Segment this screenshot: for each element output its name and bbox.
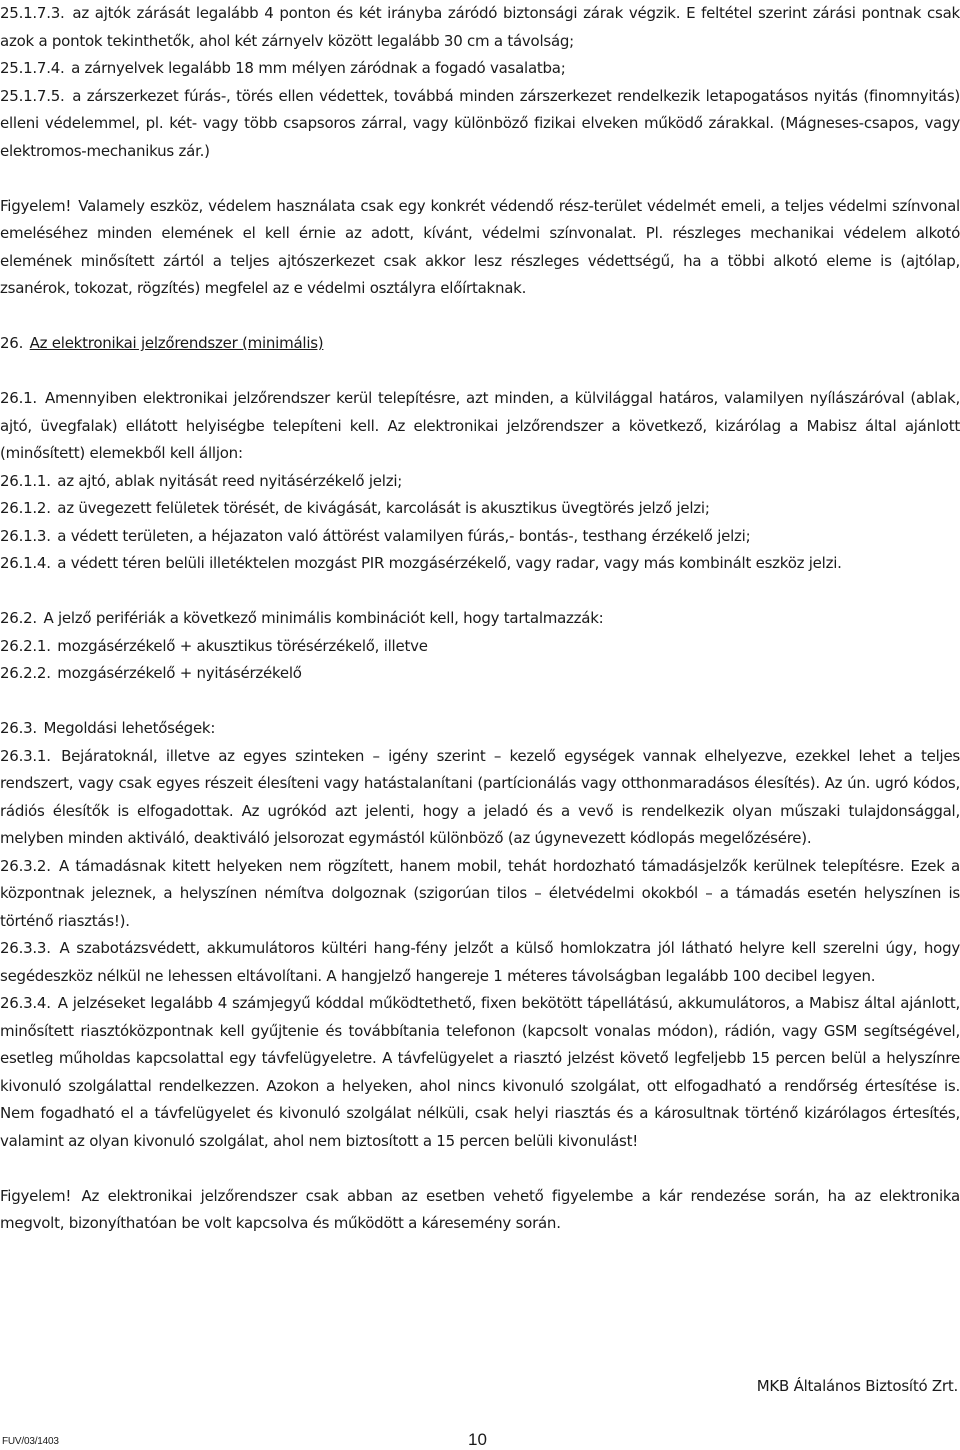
paragraph-number: Figyelem! [0, 1186, 72, 1205]
paragraph-text: Bejáratoknál, illetve az egyes szinteken – igény szerint – kezelő egységek vannak elhelyezve, ezekkel lehet a teljes rendszert, vagy csak egyes részeit élesíteni vagy hatástalanítani (partícionálás vagy otthonmaradásos élesítés). Az ún. ugró kódos, rádiós élesítők is elfogadottak. Az ugrókód azt jelenti, hogy a jeladó és a vevő is rendelkezik olyan műszaki tulajdonsággal, melyben minden aktiváló, deaktiváló jelsorozat egymástól különböző (az úgynevezett kódlopás megelőzésére). [0, 746, 960, 847]
paragraph-text: Valamely eszköz, védelem használata csak egy konkrét védendő rész-terület védelmét emeli, a teljes védelmi színvonal emeléséhez minden elemének el kell érnie az adott, kívánt, védelmi színvonalat. Pl. részleges mechanikai védelem alkotó elemének minősített zártól a teljes ajtószerkezet csak akkor lesz részleges védettségű, ha a többi alkotó eleme is (ajtólap, zsanérok, tokozat, rögzítés) megfelel az e védelmi osztályra előírtaknak. [0, 196, 960, 297]
paragraph-text: a zárnyelvek legalább 18 mm mélyen záródnak a fogadó vasalatba; [71, 59, 566, 77]
paragraph [0, 385, 960, 468]
paragraph-number: 26. [0, 334, 24, 352]
paragraph [0, 468, 960, 496]
paragraph-text: az ajtó, ablak nyitását reed nyitásérzékelő jelzi; [57, 471, 403, 490]
paragraph-number: 25.1.7.4. [0, 59, 65, 77]
paragraph-number: 25.1.7.3. [0, 4, 65, 22]
paragraph-text: mozgásérzékelő + akusztikus törésérzékelő, illetve [57, 636, 428, 655]
paragraph-number: Figyelem! [0, 196, 72, 215]
paragraph-text: Amennyiben elektronikai jelzőrendszer kerül telepítésre, azt minden, a külvilággal határos, valamilyen nyílászáróval (ablak, ajtó, üvegfalak) ellátott helyiségbe telepíteni kell. Az elektronikai jelzőrendszer a következő, kizárólag a Mabisz által ajánlott (minősített) elemekből kell álljon: [0, 389, 960, 462]
paragraph-text: a zárszerkezet fúrás-, törés ellen védettek, továbbá minden zárszerkezet rendelkezik letapogatásos nyitás (finomnyitás) elleni védelemmel, pl. két- vagy több csapsoros zárral, vagy különböző fizikai elveken működő zárakkal. (Mágneses-csapos, vagy elektromos-mechanikus zár.) [0, 86, 960, 160]
paragraph [0, 743, 960, 853]
paragraph-gap [0, 165, 960, 193]
paragraph-text: az üvegezett felületek törését, de kivágását, karcolását is akusztikus üvegtörés jelző jelzi; [57, 499, 710, 517]
paragraph-number: 26.3.2. [0, 856, 51, 875]
paragraph-number: 25.1.7.5. [0, 86, 65, 105]
paragraph [0, 715, 960, 743]
paragraph-text: A jelzéseket legalább 4 számjegyű kóddal működtethető, fixen bekötött tápellátású, akkumulátoros, a Mabisz által ajánlott, minősített riasztóközpontnak kell gyűjtenie és továbbítania telefonon (kapcsolt vonalas módon), rádión, vagy GSM segítségével, esetleg műholdas kapcsolattal egy távfelügyeletre. A távfelügyelet a riasztó jelzést követő legfeljebb 15 percen belül a helyszínre kivonuló szolgálattal rendelkezzen. Azokon a helyeken, ahol nincs kivonuló szolgálat, ott elfogadható a rendőrség értesítése is. Nem fogadható el a távfelügyelet és kivonuló szolgálat nélküli, csak helyi riasztás és a károsultnak történő kizárólagos értesítés, valamint az olyan kivonuló szolgálat, ahol nem biztosított a 15 percen belüli kivonulást! [0, 994, 960, 1150]
paragraph-number: 26.1.2. [0, 499, 51, 517]
paragraph [0, 660, 960, 688]
paragraph-gap [0, 303, 960, 331]
paragraph-text: az ajtók zárását legalább 4 ponton és két irányba záródó biztonsági zárak végzik. E feltétel szerint zárási pontnak csak azok a pontok tekinthetők, ahol két zárnyelv között legalább 30 cm a távolság; [0, 4, 960, 50]
paragraph-gap [0, 1155, 960, 1183]
paragraph-text: mozgásérzékelő + nyitásérzékelő [57, 664, 302, 682]
paragraph-text: Megoldási lehetőségek: [43, 719, 216, 737]
paragraph-text: Az elektronikai jelzőrendszer (minimális) [29, 334, 324, 352]
paragraph-gap [0, 688, 960, 716]
paragraph [0, 633, 960, 661]
paragraph [0, 605, 960, 633]
paragraph-gap [0, 358, 960, 386]
paragraph [0, 55, 960, 83]
paragraph-number: 26.3.3. [0, 939, 51, 957]
paragraph [0, 495, 960, 523]
page-number: 10 [468, 1430, 487, 1449]
paragraph [0, 935, 960, 990]
paragraph-number: 26.1.3. [0, 526, 51, 545]
paragraph-text: a védett területen, a héjazaton való áttörést valamilyen fúrás,- bontás-, testhang érzékelő jelzi; [57, 526, 751, 545]
paragraph-number: 26.3. [0, 719, 37, 737]
paragraph-number: 26.1. [0, 389, 37, 407]
company-signature: MKB Általános Biztosító Zrt. [756, 1377, 958, 1395]
paragraph-number: 26.1.1. [0, 471, 51, 490]
paragraph-number: 26.2.2. [0, 664, 51, 682]
paragraph-text: a védett téren belüli illetéktelen mozgást PIR mozgásérzékelő, vagy radar, vagy más kombinált eszköz jelzi. [57, 554, 842, 572]
paragraph-number: 26.2.1. [0, 636, 51, 655]
paragraph-number: 26.3.1. [0, 746, 51, 765]
paragraph-number: 26.3.4. [0, 994, 51, 1012]
paragraph [0, 83, 960, 166]
paragraph-text: A jelző perifériák a következő minimális kombinációt kell, hogy tartalmazzák: [43, 609, 604, 627]
paragraph [0, 193, 960, 303]
paragraph-text: A szabotázsvédett, akkumulátoros kültéri hang-fény jelzőt a külső homlokzatra jól látható helyre kell szerelni úgy, hogy segédeszköz nélkül ne lehessen eltávolítani. A hangjelző hangereje 1 méteres távolságban legalább 100 decibel legyen. [0, 939, 960, 985]
paragraph-gap [0, 578, 960, 606]
paragraph-number: 26.1.4. [0, 554, 51, 572]
paragraph [0, 0, 960, 55]
paragraph [0, 853, 960, 936]
paragraph-text: Az elektronikai jelzőrendszer csak abban az esetben vehető figyelembe a kár rendezése során, ha az elektronika megvolt, bizonyíthatóan be volt kapcsolva és működött a káresemény során. [0, 1186, 960, 1232]
paragraph [0, 550, 960, 578]
paragraph [0, 990, 960, 1155]
paragraph [0, 1183, 960, 1238]
paragraph [0, 523, 960, 551]
document-id: FUV/03/1403 [2, 1436, 59, 1447]
section-heading [0, 330, 960, 358]
paragraph-number: 26.2. [0, 609, 37, 627]
paragraph-text: A támadásnak kitett helyeken nem rögzített, hanem mobil, tehát hordozható támadásjelzők kerülnek telepítésre. Ezek a központnak jeleznek, a helyszínen némítva dolgoznak (szigorúan tilos – életvédelmi okokból – a támadás esetén helyszínen is történő riasztás!). [0, 856, 960, 930]
